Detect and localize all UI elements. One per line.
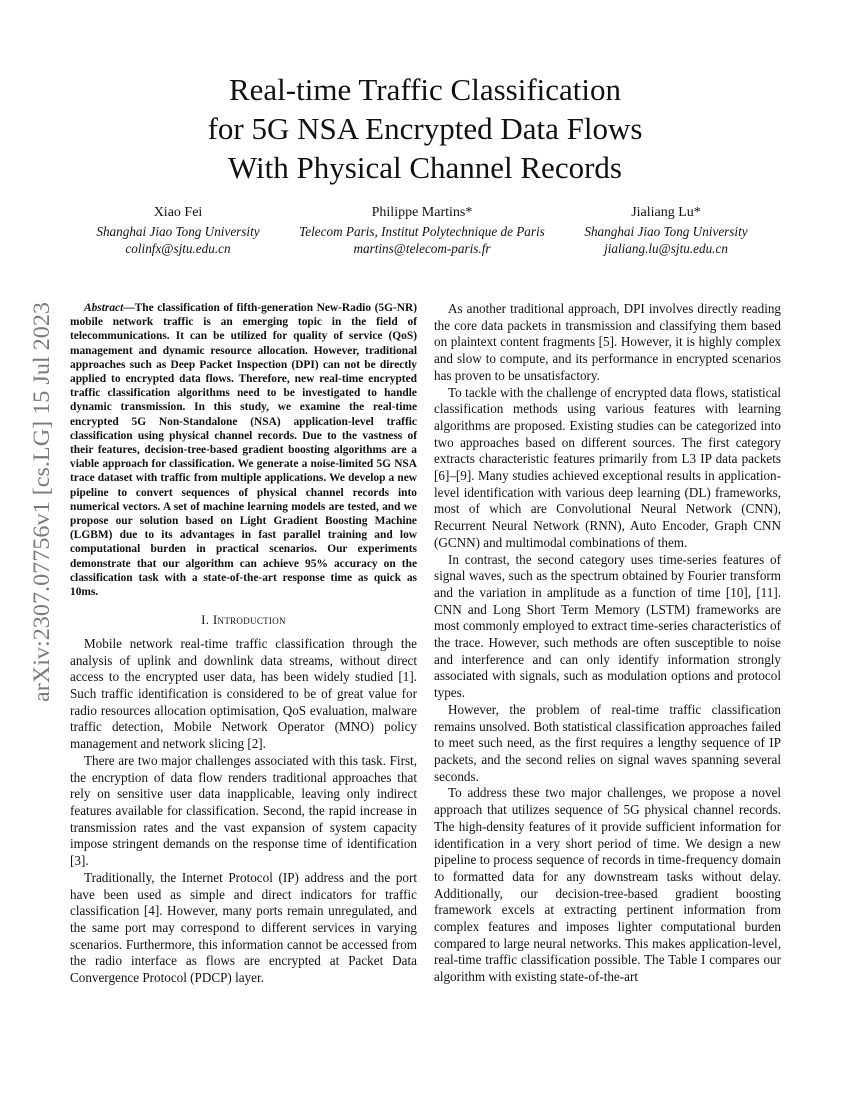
paragraph: However, the problem of real-time traffic classification remains unsolved. Both statistical classification approaches failed to meet such need, as the first requires a lengthy sequence of IP packets, and the second relies on signal waves spanning several seconds. [434,701,781,784]
section-numeral: I. [201,612,213,628]
abstract-label: Abstract [84,302,124,314]
author-name: Philippe Martins* [371,205,473,220]
title-line-1: Real-time Traffic Classification [228,72,622,107]
author-affiliation: Shanghai Jiao Tong University [584,224,748,239]
left-column [70,301,417,987]
abstract-text: —The classification of fifth-generation New-Radio (5G-NR) mobile network traffic is an emerging topic in the field of telecommunications. It can be utilized for quality of service (QoS) management and dynamic resource allocation. However, traditional approaches such as Deep Packet Inspection (DPI) can not be directly applied to encrypted data flows. Therefore, new real-time encrypted traffic classification algorithms need to be investigated to handle dynamic transmission. In this study, we examine the real-time encrypted 5G Non-Standalone (NSA) application-level traffic classification using physical channel records. Due to the vastness of their features, decision-tree-based gradient boosting algorithms are a viable approach for classification. We generate a noise-limited 5G NSA trace dataset with traffic from multiple applications. We develop a new pipeline to convert sequences of physical channel records into numerical vectors. A set of machine learning models are tested, and we propose our solution based on Light Gradient Boosting Machine (LGBM) due to its advantages in fast parallel training and low computational burden in practical scenarios. Our experiments demonstrate that our algorithm can achieve 95% accuracy on the classification task with a state-of-the-art response time as quick as 10ms. [70,302,417,599]
author-3 [566,204,766,257]
author-name: Xiao Fei [153,205,203,220]
paragraph: As another traditional approach, DPI involves directly reading the core data packets in transmission and classifying them based on plaintext content fragments [5]. However, it is highly complex and slow to compute, and its performance in encrypted scenarios has proven to be unsatisfactory. [434,301,781,383]
section-heading-introduction [70,612,417,629]
paragraph: To tackle with the challenge of encrypted data flows, statistical classification methods using various features with learning algorithms are proposed. Existing studies can be categorized into two approaches based on different sources. The first category extracts characteristic features primarily from L3 IP data packets [6]–[9]. Many studies achieved exceptional results in application-level identification with various deep learning (DL) frameworks, most of which are Convolutional Neural Network (CNN), Recurrent Neural Network (RNN), Auto Encoder, Graph CNN (GCNN) and multimodal combinations of them. [434,384,781,550]
author-name: Jialiang Lu* [631,205,701,220]
author-1 [78,204,278,257]
author-email: colinfx@sjtu.edu.cn [125,241,231,256]
paragraph: To address these two major challenges, we propose a novel approach that utilizes sequence of 5G physical channel records. The high-density features of it provide sufficient information for identification in a very short period of time. We design a new pipeline to process sequence of records in time-frequency domain to formatted data for any downstream tasks without delay. Additionally, our decision-tree-based gradient boosting framework excels at extracting pertinent information from complex features and imposes lighter computational burden compared to large neural networks. This makes application-level, real-time traffic classification possible. The Table I compares our algorithm with existing state-of-the-art [434,785,781,985]
arxiv-identifier-stamp [16,300,62,705]
author-email: martins@telecom-paris.fr [353,241,491,256]
author-affiliation: Shanghai Jiao Tong University [96,224,260,239]
title-line-2: for 5G NSA Encrypted Data Flows [207,111,643,146]
arxiv-identifier-text: arXiv:2307.07756v1 [cs.LG] 15 Jul 2023 [29,312,55,702]
right-column [434,301,781,986]
author-affiliation: Telecom Paris, Institut Polytechnique de Paris [299,224,545,239]
paragraph: There are two major challenges associated with this task. First, the encryption of data flow renders traditional approaches that rely on sensitive user data inapplicable, leaving only indirect features available for classification. Second, the rapid increase in transmission rates and the vast expansion of system capacity impose stringent demands on the response time of identification [3]. [70,752,417,869]
paragraph: Traditionally, the Internet Protocol (IP) address and the port have been used as simple and direct indicators for traffic classification [4]. However, many ports remain unregulated, and the same port may correspond to different services in varying scenarios. Furthermore, this information cannot be accessed from the radio interface as flows are encrypted at Packet Data Convergence Protocol (PDCP) layer. [70,869,417,986]
author-email: jialiang.lu@sjtu.edu.cn [604,241,728,256]
paragraph: Mobile network real-time traffic classification through the analysis of uplink and downlink data streams, without direct access to the encrypted user data, has been widely studied [1]. Such traffic identification is considered to be of great value for radio resources allocation optimisation, QoS evaluation, malware traffic detection, Mobile Network Operator (MNO) policy management and network slicing [2]. [70,635,417,752]
section-title: Introduction [212,612,286,628]
abstract [70,301,417,599]
title-line-3: With Physical Channel Records [228,150,622,185]
author-2 [282,204,562,257]
paragraph: In contrast, the second category uses time-series features of signal waves, such as the spectrum obtained by Fourier transform and the variation in amplitude as a function of time [10], [11]. CNN and Long Short Term Memory (LSTM) frameworks are most commonly employed to extract time-series characteristics of the trace. However, such methods are often susceptible to noise and interference and can only identify information strongly associated with signals, such as modulation options and protocol types. [434,551,781,701]
paper-title [0,70,850,187]
